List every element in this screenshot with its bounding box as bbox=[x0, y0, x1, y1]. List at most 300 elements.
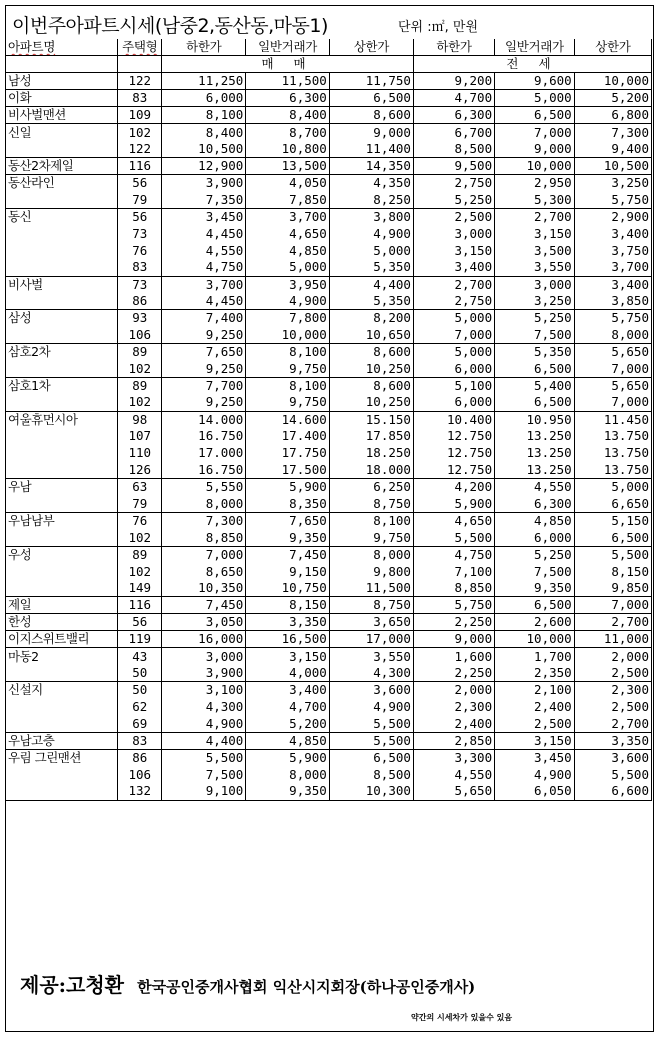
house-type-cell: 79 bbox=[118, 496, 162, 513]
table-row bbox=[6, 648, 652, 665]
header-cell: 하한가 bbox=[162, 39, 246, 56]
unit-label: 단위 :㎡, 만원 bbox=[398, 20, 479, 35]
apt-name-cell: 동신 bbox=[6, 208, 118, 225]
price-cell: 2,500 bbox=[574, 665, 651, 682]
table-row bbox=[6, 411, 652, 428]
house-type-cell: 76 bbox=[118, 242, 162, 259]
price-cell: 1,600 bbox=[413, 648, 494, 665]
header-cell: 하한가 bbox=[413, 39, 494, 56]
price-cell: 4,900 bbox=[329, 225, 413, 242]
price-cell: 8,000 bbox=[246, 766, 329, 783]
price-cell: 2,350 bbox=[495, 665, 575, 682]
table-row bbox=[6, 259, 652, 276]
price-cell: 7,500 bbox=[162, 766, 246, 783]
price-cell: 6,500 bbox=[495, 107, 575, 124]
price-cell: 4,900 bbox=[329, 699, 413, 716]
price-cell: 2,950 bbox=[495, 175, 575, 192]
price-cell: 4,550 bbox=[162, 242, 246, 259]
header-cell: 일반거래가 bbox=[495, 39, 575, 56]
price-cell: 6,050 bbox=[495, 783, 575, 800]
header-cell: 주택형 bbox=[118, 39, 162, 56]
price-cell: 4,200 bbox=[413, 479, 494, 496]
table-row bbox=[6, 665, 652, 682]
price-cell: 5,000 bbox=[329, 242, 413, 259]
table-row bbox=[6, 124, 652, 141]
price-cell: 3,150 bbox=[495, 225, 575, 242]
price-cell: 4,850 bbox=[246, 242, 329, 259]
price-cell: 7,850 bbox=[246, 192, 329, 209]
house-type-cell: 63 bbox=[118, 479, 162, 496]
price-cell: 7,000 bbox=[162, 546, 246, 563]
price-cell: 8,100 bbox=[246, 377, 329, 394]
table-row bbox=[6, 90, 652, 107]
house-type-cell: 102 bbox=[118, 563, 162, 580]
house-type-cell: 149 bbox=[118, 580, 162, 597]
header-cell: 일반거래가 bbox=[246, 39, 329, 56]
price-cell: 3,000 bbox=[162, 648, 246, 665]
price-cell: 9,250 bbox=[162, 394, 246, 411]
price-cell: 5,900 bbox=[246, 479, 329, 496]
house-type-cell: 106 bbox=[118, 327, 162, 344]
price-cell: 14,350 bbox=[329, 158, 413, 175]
price-cell: 4,300 bbox=[329, 665, 413, 682]
price-cell: 7,800 bbox=[246, 310, 329, 327]
price-cell: 3,700 bbox=[246, 208, 329, 225]
price-cell: 11,500 bbox=[329, 580, 413, 597]
table-row bbox=[6, 208, 652, 225]
price-cell: 4,900 bbox=[495, 766, 575, 783]
price-cell: 4,550 bbox=[495, 479, 575, 496]
price-cell: 5,150 bbox=[574, 512, 651, 529]
price-cell: 6,300 bbox=[246, 90, 329, 107]
price-cell: 3,350 bbox=[246, 614, 329, 631]
price-cell: 3,300 bbox=[413, 749, 494, 766]
apt-name-cell bbox=[6, 783, 118, 800]
price-cell: 12.750 bbox=[413, 445, 494, 462]
price-cell: 4,850 bbox=[495, 512, 575, 529]
house-type-cell: 119 bbox=[118, 631, 162, 648]
title-row bbox=[6, 6, 653, 40]
price-cell: 3,400 bbox=[413, 259, 494, 276]
price-cell: 6,650 bbox=[574, 496, 651, 513]
price-cell: 3,150 bbox=[246, 648, 329, 665]
table-row bbox=[6, 496, 652, 513]
price-cell: 7,000 bbox=[574, 597, 651, 614]
price-cell: 4,000 bbox=[246, 665, 329, 682]
table-row bbox=[6, 479, 652, 496]
apt-name-cell bbox=[6, 259, 118, 276]
house-type-cell: 83 bbox=[118, 732, 162, 749]
price-cell: 5,350 bbox=[329, 293, 413, 310]
house-type-cell: 83 bbox=[118, 259, 162, 276]
price-cell: 10,650 bbox=[329, 327, 413, 344]
price-cell: 11,750 bbox=[329, 73, 413, 90]
price-cell: 8,100 bbox=[162, 107, 246, 124]
house-type-cell: 73 bbox=[118, 225, 162, 242]
price-cell: 12.750 bbox=[413, 428, 494, 445]
price-cell: 3,250 bbox=[574, 175, 651, 192]
price-cell: 5,500 bbox=[329, 732, 413, 749]
apt-name-cell: 한성 bbox=[6, 614, 118, 631]
price-cell: 4,900 bbox=[246, 293, 329, 310]
price-cell: 7,650 bbox=[162, 344, 246, 361]
table-row bbox=[6, 563, 652, 580]
price-cell: 5,250 bbox=[495, 310, 575, 327]
price-cell: 4,850 bbox=[246, 732, 329, 749]
price-cell: 9,800 bbox=[329, 563, 413, 580]
price-cell: 18.000 bbox=[329, 462, 413, 479]
price-cell: 9,200 bbox=[413, 73, 494, 90]
price-cell: 8,150 bbox=[574, 563, 651, 580]
header-cell: 아파트명 bbox=[6, 39, 118, 56]
price-cell: 2,500 bbox=[495, 716, 575, 733]
apt-name-cell: 이화 bbox=[6, 90, 118, 107]
price-cell: 17,000 bbox=[329, 631, 413, 648]
price-cell: 7,000 bbox=[495, 124, 575, 141]
apt-name-cell: 삼성 bbox=[6, 310, 118, 327]
provider-label: 제공:고청환 bbox=[20, 973, 124, 997]
apt-name-cell bbox=[6, 496, 118, 513]
apt-name-cell bbox=[6, 293, 118, 310]
price-cell: 10,350 bbox=[162, 580, 246, 597]
price-cell: 4,900 bbox=[162, 716, 246, 733]
house-type-cell: 102 bbox=[118, 360, 162, 377]
price-cell: 8,650 bbox=[162, 563, 246, 580]
price-cell: 9,500 bbox=[413, 158, 494, 175]
price-cell: 3,450 bbox=[162, 208, 246, 225]
price-cell: 16.750 bbox=[162, 462, 246, 479]
price-table bbox=[5, 39, 652, 801]
price-cell: 5,500 bbox=[162, 749, 246, 766]
price-cell: 5,350 bbox=[495, 344, 575, 361]
provider-org: 한국공인중개사협회 익산시지회장(하나공인중개사) bbox=[137, 978, 476, 996]
price-cell: 4,300 bbox=[162, 699, 246, 716]
apt-name-cell bbox=[6, 766, 118, 783]
price-cell: 5,750 bbox=[574, 310, 651, 327]
price-cell: 6,500 bbox=[329, 90, 413, 107]
house-type-cell: 102 bbox=[118, 394, 162, 411]
price-cell: 2,700 bbox=[495, 208, 575, 225]
price-cell: 8,400 bbox=[162, 124, 246, 141]
price-cell: 4,450 bbox=[162, 225, 246, 242]
price-cell: 15.150 bbox=[329, 411, 413, 428]
price-cell: 7,100 bbox=[413, 563, 494, 580]
header-cell: 상한가 bbox=[574, 39, 651, 56]
table-row bbox=[6, 732, 652, 749]
price-cell: 5,000 bbox=[495, 90, 575, 107]
price-cell: 5,000 bbox=[413, 310, 494, 327]
price-cell: 6,300 bbox=[495, 496, 575, 513]
house-type-cell: 86 bbox=[118, 749, 162, 766]
price-cell: 4,050 bbox=[246, 175, 329, 192]
table-row bbox=[6, 394, 652, 411]
table-row bbox=[6, 749, 652, 766]
price-cell: 7,500 bbox=[495, 563, 575, 580]
price-cell: 6,000 bbox=[413, 360, 494, 377]
header-cell: 상한가 bbox=[329, 39, 413, 56]
apt-name-cell: 우남남부 bbox=[6, 512, 118, 529]
table-row bbox=[6, 580, 652, 597]
house-type-cell: 109 bbox=[118, 107, 162, 124]
price-cell: 8,500 bbox=[413, 141, 494, 158]
house-type-cell: 93 bbox=[118, 310, 162, 327]
price-cell: 5,900 bbox=[246, 749, 329, 766]
price-cell: 3,000 bbox=[495, 276, 575, 293]
price-cell: 5,250 bbox=[495, 546, 575, 563]
house-type-cell: 89 bbox=[118, 377, 162, 394]
price-cell: 6,000 bbox=[495, 529, 575, 546]
price-cell: 10,250 bbox=[329, 360, 413, 377]
price-cell: 12.750 bbox=[413, 462, 494, 479]
house-type-cell: 98 bbox=[118, 411, 162, 428]
apt-name-cell bbox=[6, 580, 118, 597]
price-cell: 8,200 bbox=[329, 310, 413, 327]
price-cell: 5,000 bbox=[246, 259, 329, 276]
price-cell: 17.400 bbox=[246, 428, 329, 445]
house-type-cell: 107 bbox=[118, 428, 162, 445]
price-cell: 9,000 bbox=[495, 141, 575, 158]
price-cell: 6,800 bbox=[574, 107, 651, 124]
price-cell: 5,650 bbox=[574, 344, 651, 361]
price-cell: 13.750 bbox=[574, 428, 651, 445]
price-cell: 9,400 bbox=[574, 141, 651, 158]
disclaimer-note: 약간의 시세차가 있을수 있음 bbox=[411, 1012, 513, 1022]
table-row bbox=[6, 716, 652, 733]
house-type-cell: 86 bbox=[118, 293, 162, 310]
price-cell: 5,750 bbox=[574, 192, 651, 209]
price-cell: 13.250 bbox=[495, 462, 575, 479]
price-cell: 4,450 bbox=[162, 293, 246, 310]
price-cell: 10,500 bbox=[574, 158, 651, 175]
price-cell: 10,750 bbox=[246, 580, 329, 597]
apt-name-cell bbox=[6, 665, 118, 682]
table-row bbox=[6, 682, 652, 699]
table-row bbox=[6, 783, 652, 800]
price-cell: 2,250 bbox=[413, 614, 494, 631]
price-cell: 2,250 bbox=[413, 665, 494, 682]
price-cell: 14.600 bbox=[246, 411, 329, 428]
price-cell: 4,550 bbox=[413, 766, 494, 783]
house-type-cell: 89 bbox=[118, 344, 162, 361]
apt-name-cell: 동산2차제일 bbox=[6, 158, 118, 175]
price-cell: 2,500 bbox=[413, 208, 494, 225]
price-cell: 10,250 bbox=[329, 394, 413, 411]
price-cell: 9,250 bbox=[162, 360, 246, 377]
price-cell: 2,700 bbox=[574, 614, 651, 631]
price-cell: 3,700 bbox=[162, 276, 246, 293]
table-row bbox=[6, 327, 652, 344]
header-row bbox=[6, 39, 652, 56]
house-type-cell: 62 bbox=[118, 699, 162, 716]
price-cell: 2,400 bbox=[413, 716, 494, 733]
table-row bbox=[6, 699, 652, 716]
price-cell: 3,450 bbox=[495, 749, 575, 766]
apt-name-cell: 이지스위트밸리 bbox=[6, 631, 118, 648]
apt-name-cell bbox=[6, 563, 118, 580]
price-cell: 2,750 bbox=[413, 175, 494, 192]
price-cell: 3,900 bbox=[162, 665, 246, 682]
section-label-row bbox=[6, 56, 652, 73]
price-cell: 6,700 bbox=[413, 124, 494, 141]
table-row bbox=[6, 192, 652, 209]
apt-name-cell: 남성 bbox=[6, 73, 118, 90]
price-cell: 3,700 bbox=[574, 259, 651, 276]
price-cell: 3,150 bbox=[413, 242, 494, 259]
price-cell: 5,500 bbox=[574, 766, 651, 783]
price-cell: 9,000 bbox=[329, 124, 413, 141]
price-cell: 3,900 bbox=[162, 175, 246, 192]
price-cell: 10,000 bbox=[495, 631, 575, 648]
price-cell: 3,850 bbox=[574, 293, 651, 310]
house-type-cell: 50 bbox=[118, 665, 162, 682]
apt-name-cell: 동산라인 bbox=[6, 175, 118, 192]
house-type-cell: 89 bbox=[118, 546, 162, 563]
price-cell: 7,650 bbox=[246, 512, 329, 529]
price-cell: 6,000 bbox=[162, 90, 246, 107]
price-cell: 5,400 bbox=[495, 377, 575, 394]
apt-name-cell bbox=[6, 529, 118, 546]
price-cell: 4,700 bbox=[413, 90, 494, 107]
price-cell: 14.000 bbox=[162, 411, 246, 428]
price-cell: 5,100 bbox=[413, 377, 494, 394]
price-cell: 8,000 bbox=[162, 496, 246, 513]
apt-name-cell: 비사벌 bbox=[6, 276, 118, 293]
price-cell: 7,300 bbox=[574, 124, 651, 141]
footer bbox=[6, 961, 653, 1033]
table-row bbox=[6, 529, 652, 546]
house-type-cell: 79 bbox=[118, 192, 162, 209]
price-cell: 3,250 bbox=[495, 293, 575, 310]
price-cell: 10,000 bbox=[574, 73, 651, 90]
price-cell: 4,750 bbox=[162, 259, 246, 276]
price-cell: 9,750 bbox=[246, 394, 329, 411]
document-page bbox=[5, 5, 654, 1032]
table-row bbox=[6, 597, 652, 614]
table-row bbox=[6, 158, 652, 175]
price-cell: 8,100 bbox=[246, 344, 329, 361]
price-cell: 3,750 bbox=[574, 242, 651, 259]
price-cell: 10,300 bbox=[329, 783, 413, 800]
price-cell: 6,500 bbox=[495, 394, 575, 411]
house-type-cell: 106 bbox=[118, 766, 162, 783]
price-cell: 13.750 bbox=[574, 445, 651, 462]
price-cell: 10.950 bbox=[495, 411, 575, 428]
price-cell: 4,350 bbox=[329, 175, 413, 192]
table-row bbox=[6, 107, 652, 124]
price-cell: 6,500 bbox=[495, 597, 575, 614]
price-cell: 8,600 bbox=[329, 377, 413, 394]
table-row bbox=[6, 225, 652, 242]
price-cell: 3,550 bbox=[329, 648, 413, 665]
price-cell: 7,450 bbox=[162, 597, 246, 614]
price-cell: 6,250 bbox=[329, 479, 413, 496]
price-cell: 6,500 bbox=[574, 529, 651, 546]
price-cell: 17.500 bbox=[246, 462, 329, 479]
price-cell: 5,750 bbox=[413, 597, 494, 614]
price-cell: 9,350 bbox=[246, 529, 329, 546]
price-cell: 8,000 bbox=[574, 327, 651, 344]
price-cell: 8,700 bbox=[246, 124, 329, 141]
apt-name-cell: 신일 bbox=[6, 124, 118, 141]
price-cell: 8,750 bbox=[329, 597, 413, 614]
price-cell: 5,500 bbox=[574, 546, 651, 563]
house-type-cell: 122 bbox=[118, 141, 162, 158]
price-cell: 5,550 bbox=[162, 479, 246, 496]
table-row bbox=[6, 175, 652, 192]
house-type-cell: 56 bbox=[118, 614, 162, 631]
table-row bbox=[6, 73, 652, 90]
price-cell: 5,350 bbox=[329, 259, 413, 276]
price-cell: 8,000 bbox=[329, 546, 413, 563]
price-cell: 11,000 bbox=[574, 631, 651, 648]
house-type-cell: 43 bbox=[118, 648, 162, 665]
price-cell: 16,500 bbox=[246, 631, 329, 648]
price-cell: 5,900 bbox=[413, 496, 494, 513]
apt-name-cell bbox=[6, 699, 118, 716]
price-cell: 4,750 bbox=[413, 546, 494, 563]
price-cell: 9,250 bbox=[162, 327, 246, 344]
table-row bbox=[6, 360, 652, 377]
apt-name-cell bbox=[6, 445, 118, 462]
price-cell: 8,600 bbox=[329, 344, 413, 361]
price-cell: 2,850 bbox=[413, 732, 494, 749]
price-cell: 12,900 bbox=[162, 158, 246, 175]
price-cell: 7,350 bbox=[162, 192, 246, 209]
price-cell: 4,650 bbox=[246, 225, 329, 242]
price-cell: 13.750 bbox=[574, 462, 651, 479]
table-row bbox=[6, 631, 652, 648]
price-cell: 8,150 bbox=[246, 597, 329, 614]
house-type-cell: 83 bbox=[118, 90, 162, 107]
provider-line bbox=[20, 969, 475, 998]
price-cell: 17.850 bbox=[329, 428, 413, 445]
price-cell: 2,700 bbox=[574, 716, 651, 733]
table-row bbox=[6, 428, 652, 445]
apt-name-cell: 제일 bbox=[6, 597, 118, 614]
apt-name-cell bbox=[6, 192, 118, 209]
price-cell: 18.250 bbox=[329, 445, 413, 462]
price-cell: 17.750 bbox=[246, 445, 329, 462]
house-type-cell: 116 bbox=[118, 597, 162, 614]
price-cell: 17.000 bbox=[162, 445, 246, 462]
price-cell: 1,700 bbox=[495, 648, 575, 665]
price-cell: 8,850 bbox=[413, 580, 494, 597]
apt-name-cell bbox=[6, 360, 118, 377]
price-cell: 2,300 bbox=[413, 699, 494, 716]
price-cell: 3,400 bbox=[246, 682, 329, 699]
price-cell: 16.750 bbox=[162, 428, 246, 445]
table-row bbox=[6, 462, 652, 479]
table-row bbox=[6, 293, 652, 310]
price-cell: 3,950 bbox=[246, 276, 329, 293]
table-row bbox=[6, 377, 652, 394]
house-type-cell: 110 bbox=[118, 445, 162, 462]
house-type-cell: 73 bbox=[118, 276, 162, 293]
price-cell: 2,100 bbox=[495, 682, 575, 699]
house-type-cell: 76 bbox=[118, 512, 162, 529]
table-row bbox=[6, 766, 652, 783]
price-cell: 3,400 bbox=[574, 225, 651, 242]
price-cell: 9,350 bbox=[246, 783, 329, 800]
price-cell: 10,800 bbox=[246, 141, 329, 158]
price-cell: 2,000 bbox=[413, 682, 494, 699]
price-cell: 6,300 bbox=[413, 107, 494, 124]
sale-label: 매 매 bbox=[162, 56, 414, 73]
price-cell: 3,650 bbox=[329, 614, 413, 631]
price-cell: 9,850 bbox=[574, 580, 651, 597]
table-row bbox=[6, 512, 652, 529]
table-row bbox=[6, 344, 652, 361]
